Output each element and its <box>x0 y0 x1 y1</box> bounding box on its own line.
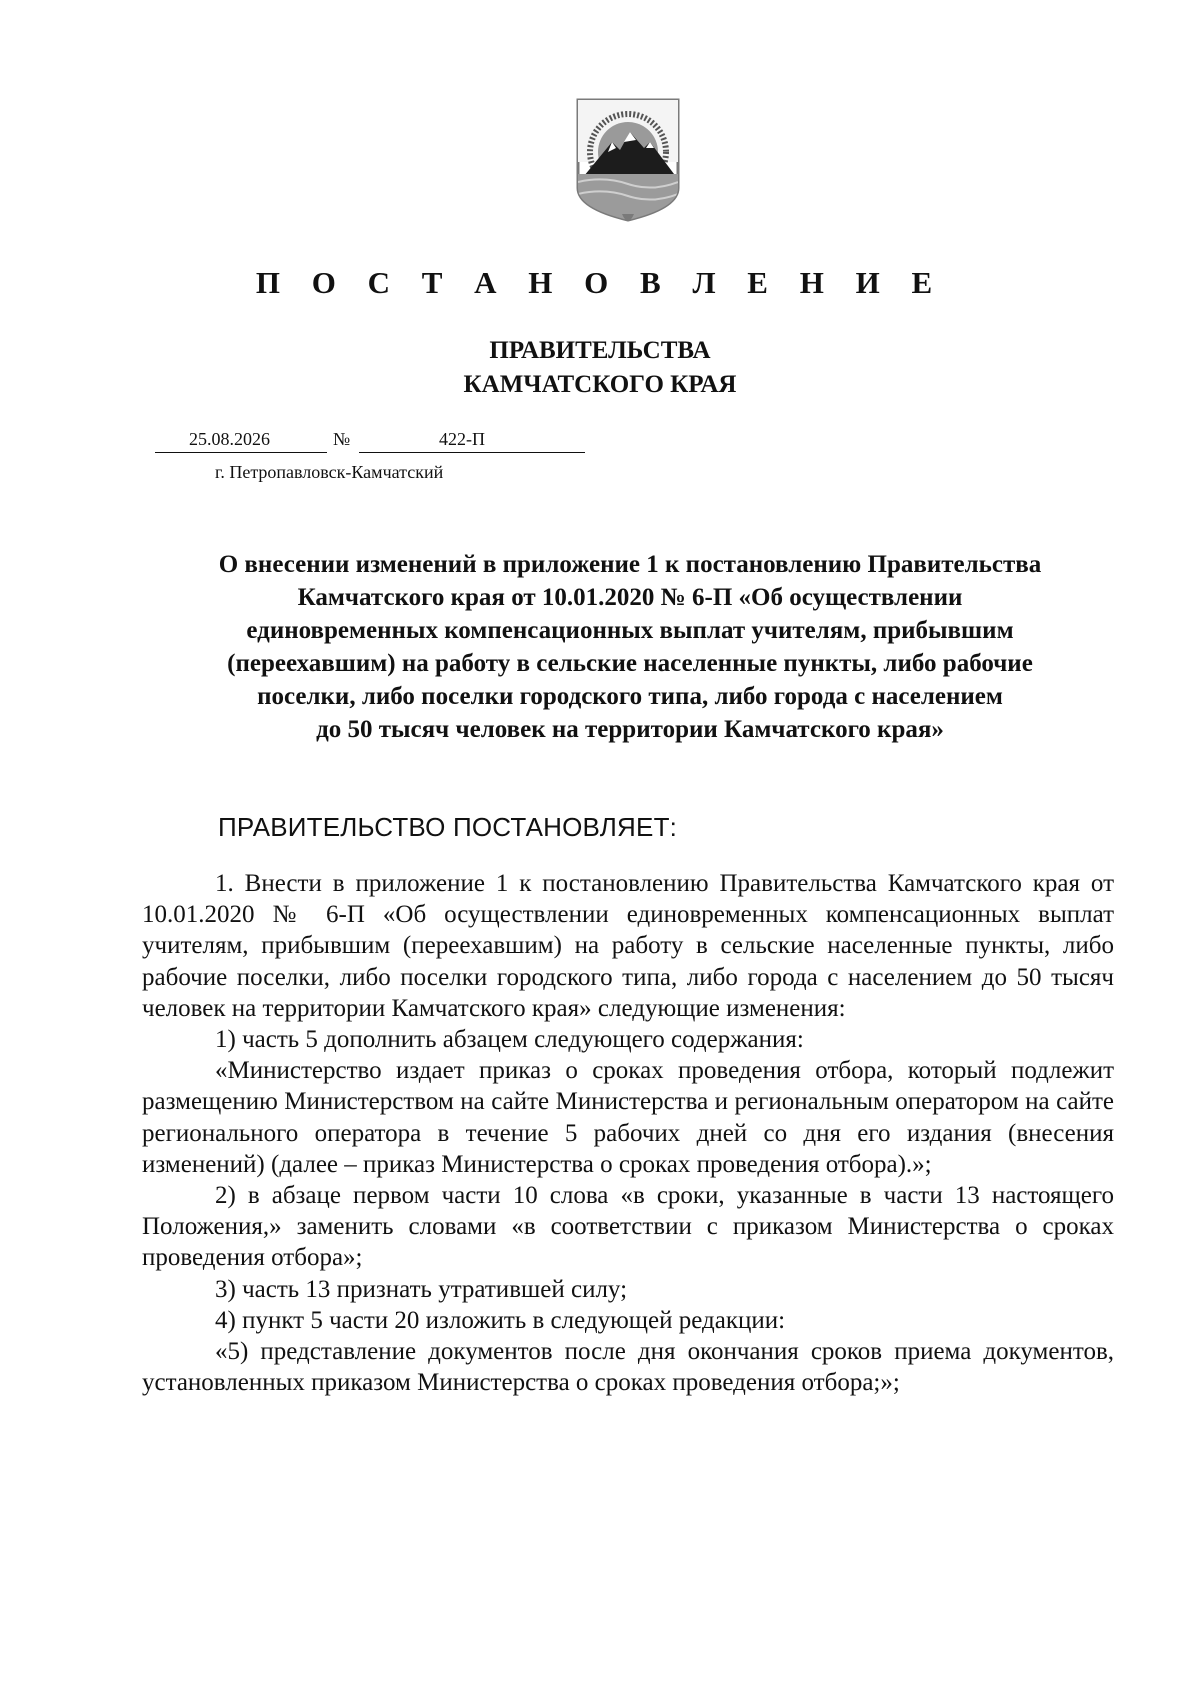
subject-line: (переехавшим) на работу в сельские населенные пункты, либо рабочие <box>227 650 1033 677</box>
body-paragraph: 3) часть 13 признать утратившей силу; <box>215 1275 628 1303</box>
document-subject <box>140 548 1120 746</box>
subject-line: поселки, либо поселки городского типа, либо города с населением <box>257 683 1003 710</box>
document-type-title: П О С Т А Н О В Л Е Н И Е <box>255 265 945 300</box>
subject-line: Камчатского края от 10.01.2020 № 6-П «Об осуществлении <box>297 584 963 611</box>
body-paragraph: 1) часть 5 дополнить абзацем следующего содержания: <box>215 1026 804 1054</box>
document-body <box>142 868 1114 1398</box>
body-paragraph: 2) в абзаце первом части 10 слова «в сроки, указанные в части 13 настоящего Положения,» заменить словами «в соответствии с приказом Министерства о сроках проведения отбора»; <box>142 1182 1114 1272</box>
subject-line: до 50 тысяч человек на территории Камчатского края» <box>316 716 944 743</box>
body-paragraph: «5) представление документов после дня окончания сроков приема документов, установленных приказом Министерства о сроках проведения отбора;»; <box>142 1338 1114 1397</box>
registration-date: 25.08.2026 <box>189 429 270 449</box>
issuer-line: ПРАВИТЕЛЬСТВА <box>489 337 711 364</box>
registration-line <box>155 427 585 457</box>
body-paragraph: 1. Внести в приложение 1 к постановлению Правительства Камчатского края от 10.01.2020 № 6-П «Об осуществлении единовременных компенсационных выплат учителям, прибывшим (переехавшим) на работу в сельские населенные пункты, либо рабочие поселки, либо поселки городского типа, либо города с населением до 50 тысяч человек на территории Камчатского края» следующие изменения: <box>142 870 1114 1022</box>
resolve-heading: ПРАВИТЕЛЬСТВО ПОСТАНОВЛЯЕТ: <box>218 812 678 842</box>
issuer-block <box>0 334 1200 402</box>
registration-number: 422-П <box>439 429 485 449</box>
body-paragraph: 4) пункт 5 части 20 изложить в следующей редакции: <box>215 1306 786 1334</box>
number-sign: № <box>333 429 351 449</box>
issuer-line: КАМЧАТСКОГО КРАЯ <box>463 371 737 398</box>
body-paragraph: «Министерство издает приказ о сроках проведения отбора, который подлежит размещению Министерством на сайте Министерства и региональным оператором на сайте регионального оператора в течение 5 рабочих дней со дня его издания (внесения изменений) (далее – приказ Министерства о сроках проведения отбора).»; <box>142 1057 1114 1178</box>
subject-line: О внесении изменений в приложение 1 к постановлению Правительства <box>218 551 1042 578</box>
subject-line: единовременных компенсационных выплат учителям, прибывшим <box>246 617 1014 644</box>
coat-of-arms-emblem <box>574 96 682 228</box>
date-underline <box>155 452 327 453</box>
issue-city: г. Петропавловск-Камчатский <box>215 462 444 482</box>
number-underline <box>359 452 585 453</box>
